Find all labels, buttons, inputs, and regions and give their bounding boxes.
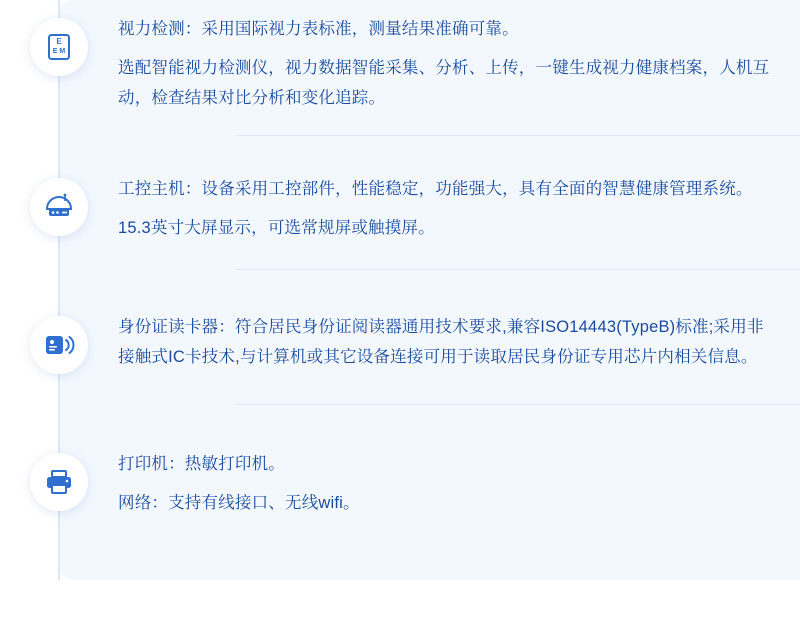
spec-text <box>118 14 800 113</box>
list-item <box>0 405 800 518</box>
spec-line: 15.3英寸大屏显示，可选常规屏或触摸屏。 <box>118 219 435 237</box>
list-item <box>0 136 800 243</box>
svg-text:E M: E M <box>52 48 66 55</box>
list-item <box>0 270 800 374</box>
eye-chart-icon <box>30 18 88 76</box>
icon-cell <box>0 174 118 236</box>
spec-text <box>118 174 800 243</box>
spec-line: 打印机：热敏打印机。 <box>118 455 285 473</box>
svg-text:E: E <box>56 37 62 46</box>
spec-line: 选配智能视力检测仪，视力数据智能采集、分析、上传，一键生成视力健康档案，人机互动，检查结果对比分析和变化追踪。 <box>118 59 770 107</box>
spec-line: 身份证读卡器：符合居民身份证阅读器通用技术要求,兼容ISO14443(TypeB)标准;采用非接触式IC卡技术,与计算机或其它设备连接可用于读取居民身份证专用芯片内相关信息。 <box>118 318 764 366</box>
spec-text <box>118 449 800 518</box>
spec-line: 视力检测：采用国际视力表标准，测量结果准确可靠。 <box>118 20 519 38</box>
spec-text <box>118 312 800 372</box>
id-card-reader-icon <box>30 316 88 374</box>
spec-line: 网络：支持有线接口、无线wifi。 <box>118 494 360 512</box>
icon-cell <box>0 312 118 374</box>
printer-icon <box>30 453 88 511</box>
industrial-computer-icon <box>30 178 88 236</box>
list-item <box>0 0 800 113</box>
icon-cell <box>0 14 118 76</box>
spec-line: 工控主机：设备采用工控部件，性能稳定，功能强大，具有全面的智慧健康管理系统。 <box>118 180 753 198</box>
icon-cell <box>0 449 118 511</box>
